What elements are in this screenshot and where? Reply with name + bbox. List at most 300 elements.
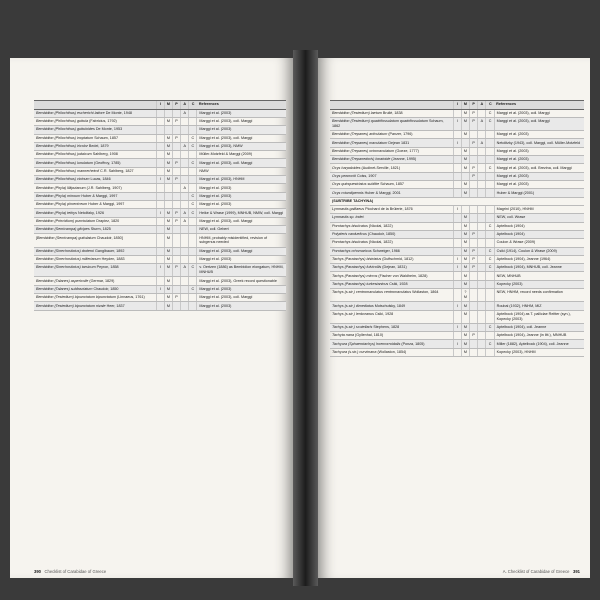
region-flag-a <box>478 239 486 247</box>
species-cell <box>330 255 453 263</box>
region-flag-m: M <box>461 109 469 117</box>
region-flag-p <box>172 255 180 263</box>
region-flag-m: M <box>461 340 469 348</box>
region-flag-m: M <box>461 272 469 280</box>
region-flag-i <box>453 280 461 288</box>
region-flag-i: I <box>453 139 461 147</box>
region-flag-m: M <box>164 255 172 263</box>
table-row <box>330 340 584 348</box>
table-row <box>34 234 286 247</box>
species-name: Bembidion (Testedium) laetum <box>332 110 382 115</box>
species-name: Bembidion (Sinechostictus) millerianum <box>36 257 101 262</box>
region-flag-m <box>164 201 172 209</box>
references-cell: Huber & Marggi (2001) <box>494 189 584 197</box>
region-flag-i <box>453 147 461 155</box>
region-flag-c: C <box>486 247 494 255</box>
table-row <box>330 180 584 188</box>
species-author: (Gyllenhal, 1810) <box>355 333 384 338</box>
region-flag-a <box>478 348 486 356</box>
species-cell <box>34 247 156 255</box>
references-cell: Coulon & Wrase (2009) <box>494 239 584 247</box>
references-cell: Marggi et al. (2003) <box>494 155 584 163</box>
region-flag-c: C <box>486 164 494 172</box>
region-flag-i <box>453 180 461 188</box>
region-flag-m: M <box>164 277 172 285</box>
species-author: (Jeanne, 1995) <box>391 157 417 162</box>
region-flag-p: P <box>470 109 478 117</box>
references-cell: NEW, MNHUB <box>494 272 584 280</box>
species-author: Bedel, 1879 <box>88 144 109 149</box>
region-flag-a <box>478 214 486 222</box>
region-flag-c <box>486 189 494 197</box>
species-cell <box>34 201 156 209</box>
references-cell: Aptelbock (1904) <box>494 230 584 238</box>
region-flag-p: P <box>470 230 478 238</box>
species-cell <box>34 285 156 293</box>
region-flag-m: M <box>461 310 469 323</box>
region-flag-i <box>156 192 164 200</box>
region-flag-p: P <box>172 264 180 277</box>
species-author: (J.R. Sahlberg, 1907) <box>86 185 122 190</box>
region-flag-i <box>156 151 164 159</box>
region-flag-c <box>189 109 197 117</box>
region-flag-p <box>172 247 180 255</box>
region-flag-c: C <box>189 264 197 277</box>
species-author: Ganglbauer, 1892 <box>95 248 125 253</box>
species-author: Schweiger, 1966 <box>372 248 400 253</box>
references-cell: Marggi et al. (2003), coll. Marggi <box>197 134 286 142</box>
region-flag-a <box>181 192 189 200</box>
region-flag-i: I <box>453 264 461 272</box>
region-flag-m: M <box>164 226 172 234</box>
species-cell <box>34 117 156 125</box>
table-row <box>34 151 286 159</box>
species-cell <box>330 117 453 130</box>
region-flag-a <box>181 117 189 125</box>
region-flag-p: P <box>172 134 180 142</box>
species-name: Bembidion (Philochthus) mannerheimii <box>36 169 100 174</box>
region-flag-i: I <box>156 264 164 277</box>
region-flag-c <box>486 289 494 302</box>
species-author: De Monte, 1953 <box>95 127 123 132</box>
region-flag-i <box>156 247 164 255</box>
species-name: Tachys (Paratachys) micros <box>332 273 378 278</box>
species-name: Bembidion (Philochthus) iricolor <box>36 144 88 149</box>
species-author: C.R. Sahlberg, 1827 <box>100 169 134 174</box>
table-row <box>34 264 286 277</box>
species-cell <box>34 255 156 263</box>
region-flag-p <box>172 192 180 200</box>
species-name: Ocys harpaloides <box>332 165 361 170</box>
region-flag-p <box>172 109 180 117</box>
references-cell: Aptelbock (1904), MNHUB, coll. Jeanne <box>494 264 584 272</box>
region-flag-p: P <box>172 159 180 167</box>
references-cell: Marggi et al. (2003), coll. Marggi <box>197 117 286 125</box>
species-cell <box>330 222 453 230</box>
references-cell: v. Oertzen (1886) as Bembidion elongatum, HNHM, MNHUB <box>197 264 286 277</box>
region-flag-c: C <box>189 134 197 142</box>
table-row <box>34 184 286 192</box>
region-flag-p <box>470 147 478 155</box>
region-flag-p: P <box>172 217 180 225</box>
region-flag-a <box>478 205 486 213</box>
species-cell <box>330 310 453 323</box>
region-flag-m: M <box>461 280 469 288</box>
references-cell: Miller (1882), Aptelbock (1904), coll. Jeanne <box>494 340 584 348</box>
species-name: Bembidion (Testedium) bipunctatum nivale <box>36 303 106 308</box>
references-cell: NEW, HNHM, record needs confirmation <box>494 289 584 302</box>
region-flag-i <box>156 226 164 234</box>
region-flag-a <box>478 323 486 331</box>
header-references: References <box>494 101 584 110</box>
table-row <box>330 247 584 255</box>
species-cell <box>330 331 453 339</box>
region-flag-p <box>470 155 478 163</box>
page-number: 390 <box>34 569 41 574</box>
region-flag-a <box>181 277 189 285</box>
region-flag-m: M <box>461 155 469 163</box>
species-name: Porotachys crhomaricus <box>332 248 372 253</box>
region-flag-i <box>156 167 164 175</box>
region-flag-p: P <box>470 164 478 172</box>
region-flag-a <box>478 172 486 180</box>
region-flag-i <box>453 289 461 302</box>
species-name: Bembidion (Philochthus) lunulatum <box>36 160 93 165</box>
region-flag-c: C <box>189 142 197 150</box>
species-cell <box>34 176 156 184</box>
region-flag-p <box>172 277 180 285</box>
region-flag-m: M <box>461 302 469 310</box>
species-name: Porotachys bisulcatus <box>332 223 368 228</box>
footer-title: Checklist of Carabidae of Greece <box>44 569 107 574</box>
species-cell <box>330 323 453 331</box>
region-flag-a <box>181 293 189 301</box>
references-cell: Marggi et al. (2003) <box>197 285 286 293</box>
region-flag-p: P <box>470 331 478 339</box>
species-author: (Audinet-Serville, 1821) <box>361 165 401 170</box>
references-cell: Aptelbock (1904), Jeanne (1964) <box>494 255 584 263</box>
species-name: Ocys peacocki <box>332 173 356 178</box>
region-flag-i: I <box>453 205 461 213</box>
table-row <box>34 192 286 200</box>
region-flag-a <box>181 226 189 234</box>
references-cell: Marggi et al. (2003) <box>197 126 286 134</box>
region-flag-c <box>189 126 197 134</box>
header-species <box>330 101 453 110</box>
table-row <box>34 117 286 125</box>
region-flag-i <box>453 272 461 280</box>
page-footer <box>503 569 580 574</box>
region-flag-m: M <box>164 159 172 167</box>
region-flag-a <box>181 201 189 209</box>
region-flag-p <box>172 234 180 247</box>
table-row <box>34 167 286 175</box>
region-flag-c: C <box>189 209 197 217</box>
species-cell <box>34 217 156 225</box>
region-flag-m: M <box>164 247 172 255</box>
references-cell: Aptelbock (1904) <box>494 222 584 230</box>
species-author: De Monte, 1948 <box>105 110 132 115</box>
region-flag-c: C <box>486 222 494 230</box>
region-flag-c: C <box>486 340 494 348</box>
species-author: (Geoffroy, 1785) <box>94 160 121 165</box>
region-flag-i <box>453 130 461 138</box>
references-cell: Marggi et al. (2003) <box>197 192 286 200</box>
species-name: Bembidion (Trepanes) articulatum <box>332 132 388 137</box>
region-flag-p <box>172 142 180 150</box>
references-cell: Marggi et al. (2003), coll. Marggi <box>197 247 286 255</box>
region-flag-i <box>453 348 461 356</box>
species-cell <box>330 302 453 310</box>
region-flag-a <box>181 134 189 142</box>
region-flag-c: C <box>486 109 494 117</box>
region-flag-c <box>486 239 494 247</box>
region-flag-m: M <box>164 264 172 277</box>
species-cell <box>330 230 453 238</box>
species-cell <box>330 147 453 155</box>
region-flag-p <box>470 289 478 302</box>
region-flag-c: C <box>486 323 494 331</box>
region-flag-i <box>156 126 164 134</box>
region-flag-m: ?M <box>461 289 469 302</box>
table-row <box>330 189 584 197</box>
region-flag-a <box>478 340 486 348</box>
table-row <box>330 310 584 323</box>
region-flag-i: I <box>156 176 164 184</box>
table-row <box>330 264 584 272</box>
species-author: (Fischer von Waldheim, 1828) <box>378 273 428 278</box>
region-flag-m: M <box>461 230 469 238</box>
species-name: Bembidion (Testedium) quadrifossulatum quadrifossulatum <box>332 119 428 124</box>
region-flag-m: M <box>461 147 469 155</box>
region-flag-m: M <box>461 239 469 247</box>
species-cell <box>34 109 156 117</box>
references-cell: Marggi et al. (2003), Greek record questionable <box>197 277 286 285</box>
references-cell: Marggi et al. (2003), coll. Brezina, coll. Marggi <box>494 164 584 172</box>
region-flag-i: I <box>156 209 164 217</box>
table-row <box>330 302 584 310</box>
table-row <box>330 331 584 339</box>
header-p: P <box>172 101 180 110</box>
species-cell <box>34 302 156 310</box>
table-row <box>34 159 286 167</box>
region-flag-c <box>486 214 494 222</box>
region-flag-p <box>470 340 478 348</box>
species-author: Schaum, 1862 <box>332 119 444 128</box>
left-page <box>10 58 293 578</box>
region-flag-c: C <box>189 159 197 167</box>
section-heading: (SUBTRIBE TACHYINA) <box>330 197 584 205</box>
species-cell <box>330 172 453 180</box>
references-cell: Marggi et al. (2003) <box>197 109 286 117</box>
region-flag-a <box>478 222 486 230</box>
region-flag-a <box>181 255 189 263</box>
region-flag-i <box>156 277 164 285</box>
table-row <box>34 293 286 301</box>
region-flag-m: M <box>164 167 172 175</box>
region-flag-i <box>156 234 164 247</box>
region-flag-m: M <box>164 117 172 125</box>
region-flag-p <box>172 184 180 192</box>
species-author: Huber & Marggi, 1997 <box>88 202 125 207</box>
species-cell <box>34 209 156 217</box>
species-author: (Nicolai, 1822) <box>368 240 393 245</box>
region-flag-m <box>164 126 172 134</box>
region-flag-m: M <box>461 323 469 331</box>
region-flag-p <box>470 205 478 213</box>
references-cell: Csiki (1914), Coulon & Wrase (2009) <box>494 247 584 255</box>
species-table-right <box>330 100 584 357</box>
species-name: Tachys (Paratachys) bistriatus <box>332 257 382 262</box>
region-flag-m: M <box>461 189 469 197</box>
species-name: Tachys (s.str.) centromaculatus centromaculatus <box>332 290 412 295</box>
species-cell <box>330 280 453 288</box>
region-flag-c <box>486 139 494 147</box>
region-flag-c <box>189 247 197 255</box>
region-flag-a <box>181 285 189 293</box>
region-flag-p <box>172 151 180 159</box>
region-flag-a: A <box>181 217 189 225</box>
species-name: Bembidion (Phyla) phoeniceum <box>36 202 88 207</box>
references-cell: Aptelbock (1904), coll. Jeanne <box>494 323 584 331</box>
species-name: Tachys (s.str.) scutellaris <box>332 324 373 329</box>
references-cell: Marggi et al. (2003) <box>197 255 286 263</box>
table-row <box>330 172 584 180</box>
species-name: Porotachys bisulcatus <box>332 240 368 245</box>
references-cell: Marggi et al. (2003), coll. Marggi <box>494 109 584 117</box>
species-cell <box>330 289 453 302</box>
region-flag-c: C <box>486 264 494 272</box>
table-row <box>330 205 584 213</box>
region-flag-c <box>486 147 494 155</box>
references-cell: Marggi et al. (2003) <box>197 302 286 310</box>
species-cell <box>330 264 453 272</box>
region-flag-i: I <box>453 302 461 310</box>
species-cell <box>34 167 156 175</box>
references-cell: Marggi et al. (2003) <box>494 172 584 180</box>
region-flag-c <box>189 217 197 225</box>
species-name: Bembidion (Phyla) minoum <box>36 194 81 199</box>
region-flag-m: M <box>164 134 172 142</box>
region-flag-c <box>486 280 494 288</box>
region-flag-i <box>453 189 461 197</box>
region-flag-m: M <box>164 293 172 301</box>
species-author: (Germar, 1829) <box>89 278 115 283</box>
references-cell: Marggi et al. (2003) <box>494 180 584 188</box>
region-flag-m: M <box>164 302 172 310</box>
region-flag-m <box>461 205 469 213</box>
region-flag-a <box>478 255 486 263</box>
species-name: Bembidion (Testedium) bipunctatum bipunctatum <box>36 295 117 300</box>
table-row <box>34 217 286 225</box>
region-flag-c <box>189 234 197 247</box>
region-flag-c <box>486 180 494 188</box>
table-row <box>34 126 286 134</box>
species-cell <box>330 348 453 356</box>
region-flag-i: I <box>453 117 461 130</box>
region-flag-c: C <box>189 201 197 209</box>
region-flag-c <box>189 255 197 263</box>
region-flag-p <box>172 201 180 209</box>
table-row <box>34 109 286 117</box>
species-author: (Goeze, 1777) <box>395 148 419 153</box>
region-flag-m: M <box>461 348 469 356</box>
region-flag-c <box>189 167 197 175</box>
table-row <box>330 348 584 356</box>
region-flag-a <box>181 176 189 184</box>
region-flag-a: A <box>181 209 189 217</box>
table-row <box>34 134 286 142</box>
species-author: Heer, 1837 <box>106 303 125 308</box>
table-row <box>330 230 584 238</box>
region-flag-c <box>486 130 494 138</box>
region-flag-i <box>156 201 164 209</box>
region-flag-i <box>453 331 461 339</box>
region-flag-p: P <box>470 247 478 255</box>
region-flag-m: M <box>164 285 172 293</box>
region-flag-i: I <box>156 285 164 293</box>
species-author: Sahlberg, 1908 <box>92 152 118 157</box>
species-author: Sturm, 1825 <box>90 227 111 232</box>
references-cell: Marggi et al. (2003), HNHM <box>197 176 286 184</box>
references-cell: Magrini (2010), HNHM <box>494 205 584 213</box>
species-name: Bembidion (Trepanes) octomaculatum <box>332 148 395 153</box>
table-row <box>34 285 286 293</box>
species-author: (Wollaston, 1854) <box>377 349 407 354</box>
species-name: Bembidion (Sinechostictus) tarsicum <box>36 265 96 270</box>
region-flag-a <box>181 159 189 167</box>
species-cell <box>34 192 156 200</box>
region-flag-m: M <box>461 117 469 130</box>
species-name: Bembidion (Philochthus) judaicum <box>36 152 92 157</box>
region-flag-p: P <box>172 209 180 217</box>
species-table-left <box>34 100 286 311</box>
species-author: (Panzer, 1796) <box>388 132 413 137</box>
table-row <box>330 255 584 263</box>
species-author: Piochard de la Brûlerie, 1876 <box>365 207 413 212</box>
region-flag-m: M <box>461 180 469 188</box>
region-flag-m: M <box>461 164 469 172</box>
table-row <box>330 109 584 117</box>
region-flag-a: A <box>181 142 189 150</box>
book-gutter <box>293 50 318 586</box>
region-flag-c <box>189 117 197 125</box>
region-flag-a: A <box>181 264 189 277</box>
region-flag-c <box>486 302 494 310</box>
references-cell: Aptelbock (1904) as T. palliclae Reitter (syn.), Kopecky (2003) <box>494 310 584 323</box>
region-flag-p <box>172 167 180 175</box>
species-author: Drapiez, 1820 <box>96 219 120 224</box>
species-author: Chaudoir, 1850 <box>93 286 119 291</box>
references-cell: Kopecky (2003) <box>494 280 584 288</box>
species-cell <box>34 142 156 150</box>
species-cell <box>34 184 156 192</box>
table-body <box>330 109 584 356</box>
species-cell <box>330 247 453 255</box>
header-p: P <box>470 101 478 110</box>
region-flag-a <box>181 302 189 310</box>
species-author: Netolitzky, 1926 <box>78 210 104 215</box>
species-cell <box>330 155 453 163</box>
references-cell: Marggi et al. (2003), coll. Marggi <box>197 293 286 301</box>
region-flag-i <box>156 217 164 225</box>
references-cell: Heike & Wrase (1999), MNHUB, NMW, coll. Marggi <box>197 209 286 217</box>
species-cell <box>34 234 156 247</box>
references-cell: HNHM, probably misidentified, revision of subgenus needed <box>197 234 286 247</box>
species-name: Tachys (s.str.) lenkoranus <box>332 311 374 316</box>
region-flag-p: P <box>172 117 180 125</box>
references-cell: NEW, coll. Gebert <box>197 226 286 234</box>
